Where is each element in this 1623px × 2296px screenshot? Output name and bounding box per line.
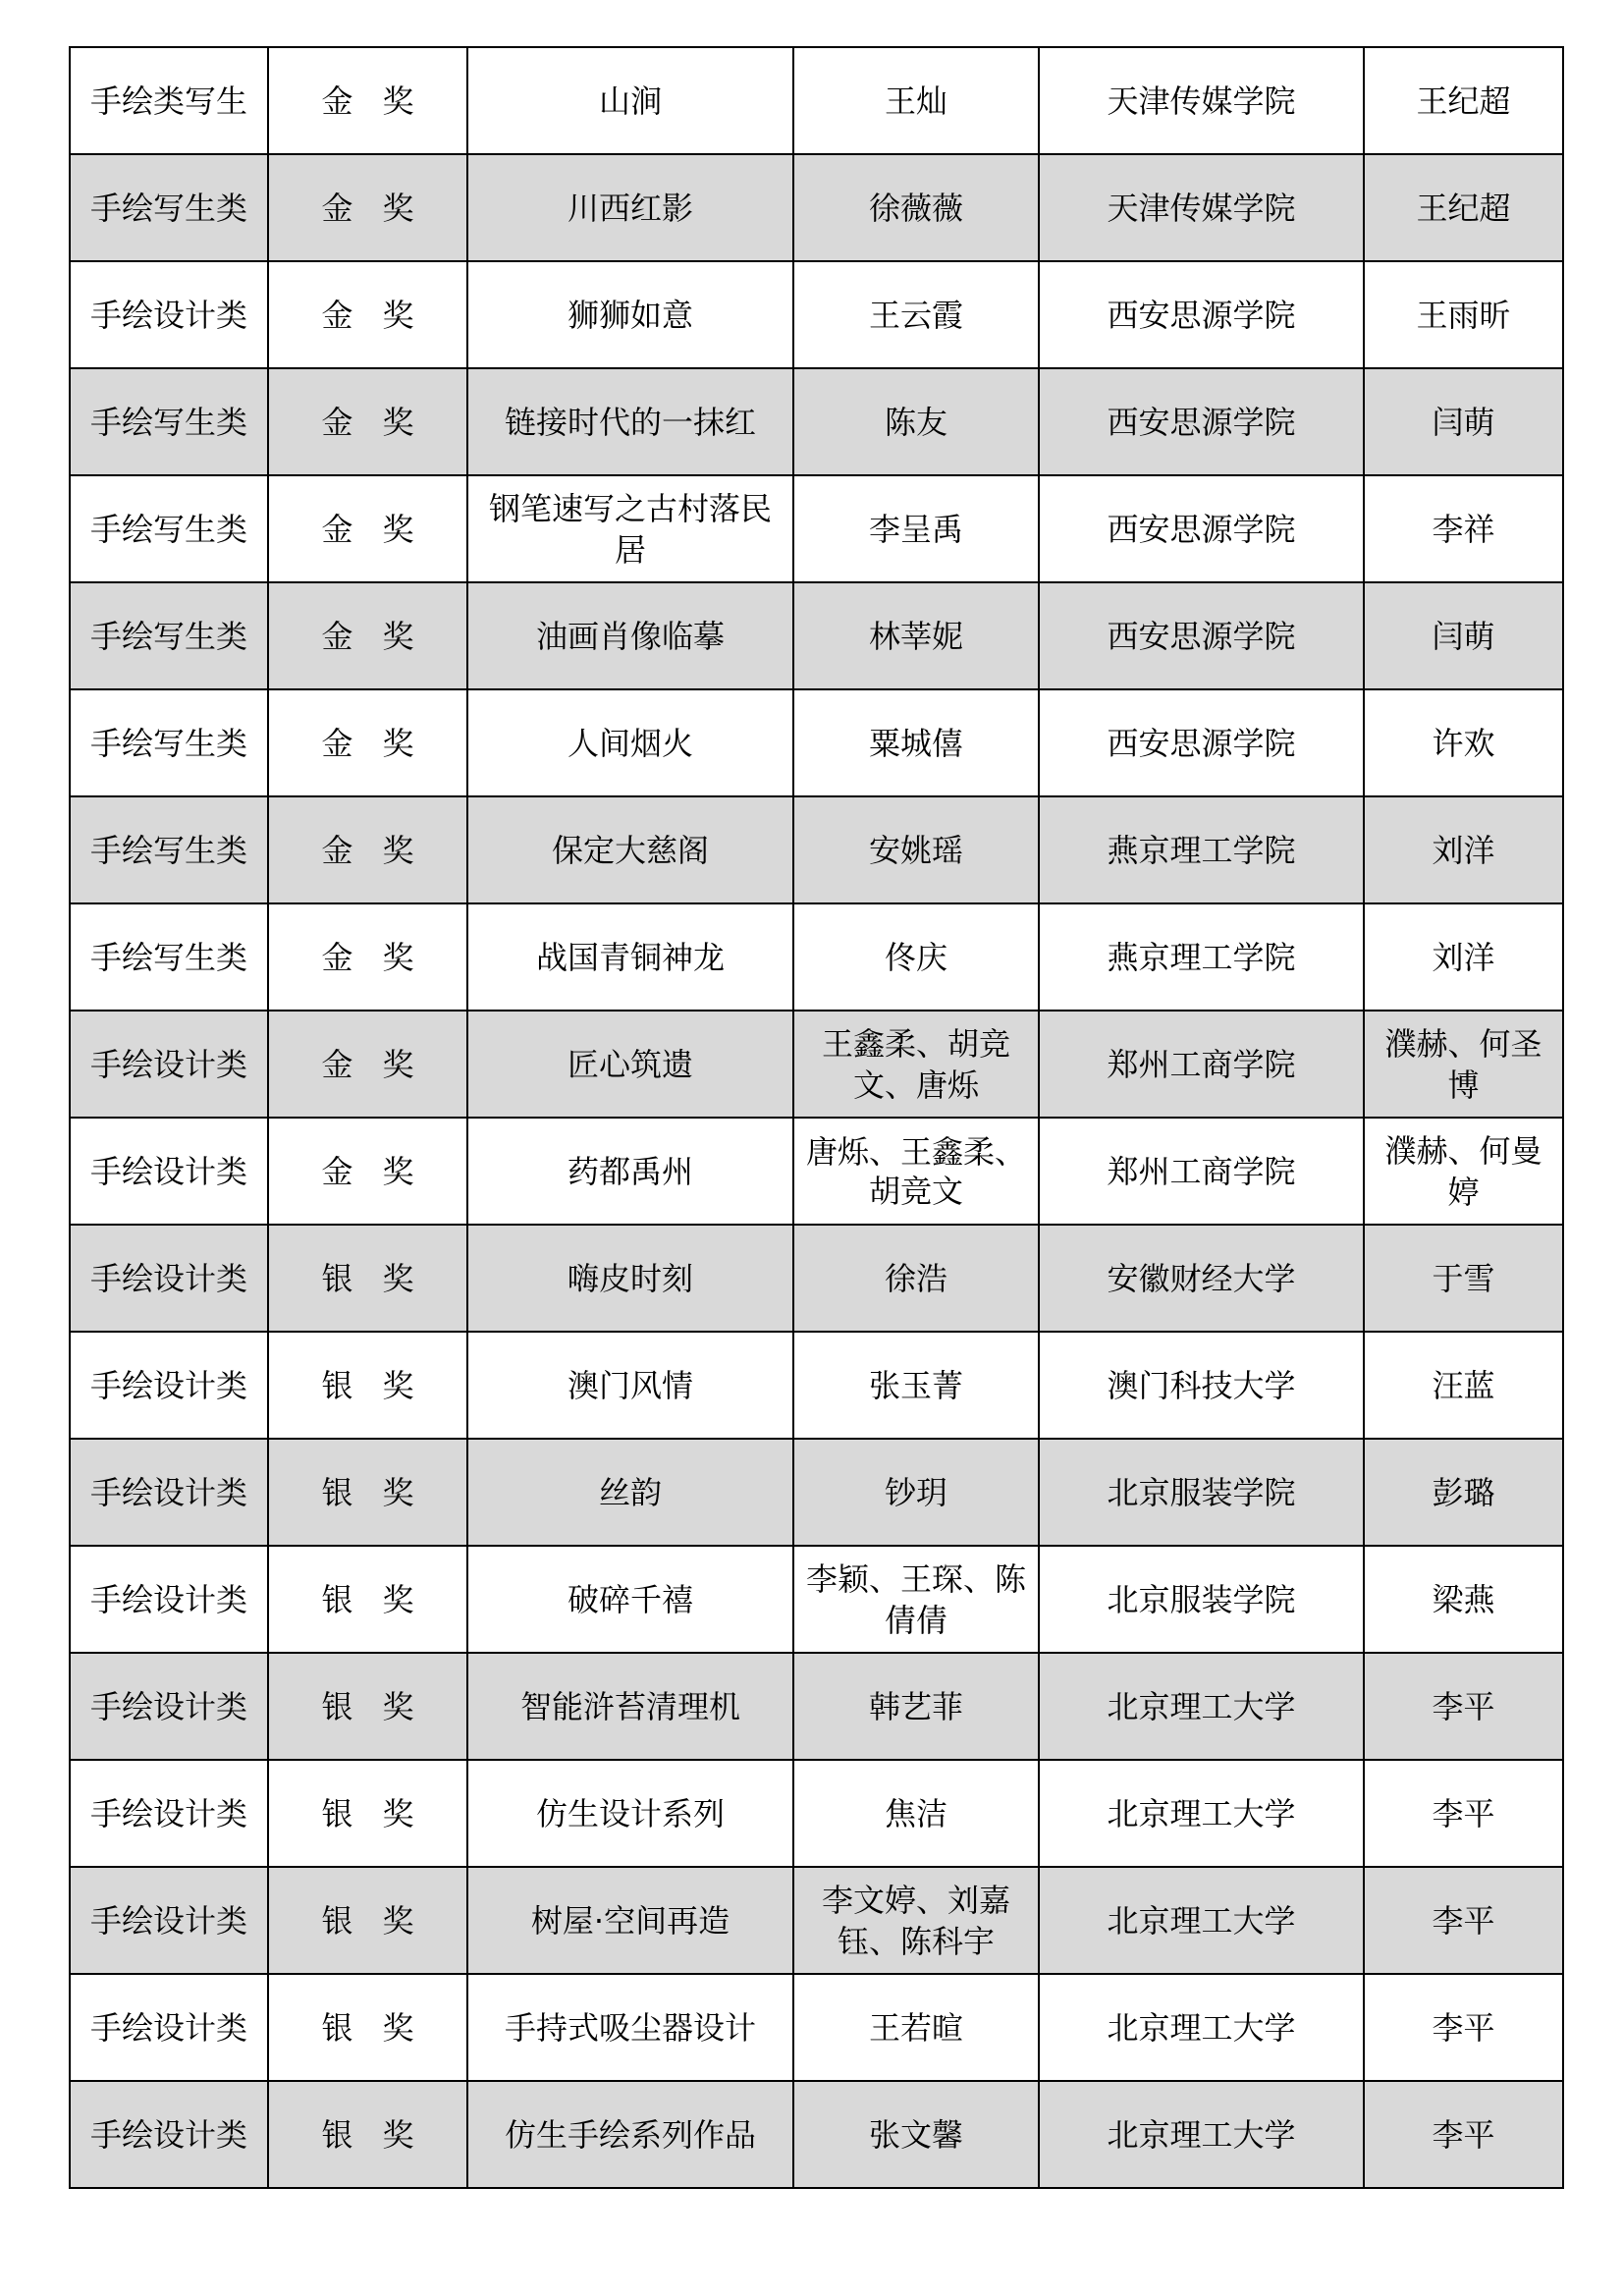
student-cell: 李颖、王琛、陈倩倩: [793, 1546, 1039, 1653]
school-cell: 西安思源学院: [1039, 475, 1364, 582]
school-cell: 郑州工商学院: [1039, 1118, 1364, 1225]
category-cell: 手绘设计类: [70, 1653, 268, 1760]
title-cell: 嗨皮时刻: [467, 1225, 793, 1332]
title-cell: 战国青铜神龙: [467, 903, 793, 1011]
school-cell: 北京理工大学: [1039, 2081, 1364, 2188]
table-row: [70, 1974, 1563, 2081]
category-cell: 手绘写生类: [70, 903, 268, 1011]
category-cell: 手绘写生类: [70, 154, 268, 261]
table-row: [70, 475, 1563, 582]
table-row: [70, 1867, 1563, 1974]
award-cell: 金奖: [268, 1118, 467, 1225]
title-cell: 匠心筑遗: [467, 1011, 793, 1118]
award-cell: 银奖: [268, 1332, 467, 1439]
student-cell: 林莘妮: [793, 582, 1039, 689]
title-cell: 链接时代的一抹红: [467, 368, 793, 475]
table-row: [70, 1118, 1563, 1225]
school-cell: 西安思源学院: [1039, 689, 1364, 796]
award-cell: 银奖: [268, 2081, 467, 2188]
advisor-cell: 王雨昕: [1364, 261, 1563, 368]
title-cell: 手持式吸尘器设计: [467, 1974, 793, 2081]
table-row: [70, 1439, 1563, 1546]
award-cell: 银奖: [268, 1225, 467, 1332]
category-cell: 手绘设计类: [70, 1974, 268, 2081]
table-row: [70, 47, 1563, 154]
student-cell: 钞玥: [793, 1439, 1039, 1546]
table-row: [70, 903, 1563, 1011]
school-cell: 天津传媒学院: [1039, 47, 1364, 154]
title-cell: 澳门风情: [467, 1332, 793, 1439]
advisor-cell: 王纪超: [1364, 154, 1563, 261]
student-cell: 王鑫柔、胡竞文、唐烁: [793, 1011, 1039, 1118]
category-cell: 手绘设计类: [70, 1225, 268, 1332]
title-cell: 山涧: [467, 47, 793, 154]
student-cell: 李文婷、刘嘉钰、陈科宇: [793, 1867, 1039, 1974]
advisor-cell: 濮赫、何曼婷: [1364, 1118, 1563, 1225]
advisor-cell: 王纪超: [1364, 47, 1563, 154]
title-cell: 油画肖像临摹: [467, 582, 793, 689]
advisor-cell: 濮赫、何圣博: [1364, 1011, 1563, 1118]
award-table-body: [70, 47, 1563, 2188]
student-cell: 粟城僖: [793, 689, 1039, 796]
school-cell: 燕京理工学院: [1039, 796, 1364, 903]
advisor-cell: 许欢: [1364, 689, 1563, 796]
student-cell: 王云霞: [793, 261, 1039, 368]
title-cell: 狮狮如意: [467, 261, 793, 368]
table-row: [70, 1332, 1563, 1439]
student-cell: 张玉菁: [793, 1332, 1039, 1439]
award-table: [69, 46, 1564, 2189]
table-row: [70, 368, 1563, 475]
award-cell: 金奖: [268, 368, 467, 475]
category-cell: 手绘写生类: [70, 475, 268, 582]
title-cell: 保定大慈阁: [467, 796, 793, 903]
award-cell: 金奖: [268, 261, 467, 368]
advisor-cell: 刘洋: [1364, 903, 1563, 1011]
category-cell: 手绘设计类: [70, 1760, 268, 1867]
student-cell: 焦洁: [793, 1760, 1039, 1867]
category-cell: 手绘写生类: [70, 796, 268, 903]
category-cell: 手绘写生类: [70, 582, 268, 689]
award-cell: 金奖: [268, 689, 467, 796]
award-cell: 金奖: [268, 154, 467, 261]
school-cell: 西安思源学院: [1039, 582, 1364, 689]
advisor-cell: 李平: [1364, 1974, 1563, 2081]
table-row: [70, 689, 1563, 796]
school-cell: 燕京理工学院: [1039, 903, 1364, 1011]
category-cell: 手绘设计类: [70, 261, 268, 368]
category-cell: 手绘设计类: [70, 1439, 268, 1546]
title-cell: 丝韵: [467, 1439, 793, 1546]
award-cell: 银奖: [268, 1867, 467, 1974]
award-cell: 金奖: [268, 47, 467, 154]
school-cell: 澳门科技大学: [1039, 1332, 1364, 1439]
student-cell: 徐浩: [793, 1225, 1039, 1332]
advisor-cell: 闫萌: [1364, 582, 1563, 689]
category-cell: 手绘类写生: [70, 47, 268, 154]
student-cell: 陈友: [793, 368, 1039, 475]
advisor-cell: 于雪: [1364, 1225, 1563, 1332]
category-cell: 手绘设计类: [70, 1332, 268, 1439]
category-cell: 手绘写生类: [70, 368, 268, 475]
award-cell: 金奖: [268, 1011, 467, 1118]
school-cell: 北京理工大学: [1039, 1974, 1364, 2081]
student-cell: 张文馨: [793, 2081, 1039, 2188]
school-cell: 北京服装学院: [1039, 1439, 1364, 1546]
student-cell: 徐薇薇: [793, 154, 1039, 261]
table-row: [70, 1653, 1563, 1760]
title-cell: 钢笔速写之古村落民居: [467, 475, 793, 582]
advisor-cell: 李平: [1364, 1653, 1563, 1760]
school-cell: 北京服装学院: [1039, 1546, 1364, 1653]
award-cell: 银奖: [268, 1653, 467, 1760]
student-cell: 李呈禹: [793, 475, 1039, 582]
student-cell: 王灿: [793, 47, 1039, 154]
category-cell: 手绘设计类: [70, 1867, 268, 1974]
school-cell: 安徽财经大学: [1039, 1225, 1364, 1332]
advisor-cell: 彭璐: [1364, 1439, 1563, 1546]
student-cell: 安姚瑶: [793, 796, 1039, 903]
school-cell: 西安思源学院: [1039, 261, 1364, 368]
table-row: [70, 261, 1563, 368]
title-cell: 智能浒苔清理机: [467, 1653, 793, 1760]
title-cell: 川西红影: [467, 154, 793, 261]
table-row: [70, 1546, 1563, 1653]
school-cell: 北京理工大学: [1039, 1760, 1364, 1867]
school-cell: 天津传媒学院: [1039, 154, 1364, 261]
advisor-cell: 李平: [1364, 2081, 1563, 2188]
table-row: [70, 1225, 1563, 1332]
advisor-cell: 李平: [1364, 1760, 1563, 1867]
category-cell: 手绘设计类: [70, 1546, 268, 1653]
advisor-cell: 刘洋: [1364, 796, 1563, 903]
advisor-cell: 汪蓝: [1364, 1332, 1563, 1439]
award-cell: 金奖: [268, 903, 467, 1011]
title-cell: 破碎千禧: [467, 1546, 793, 1653]
student-cell: 唐烁、王鑫柔、胡竞文: [793, 1118, 1039, 1225]
title-cell: 仿生手绘系列作品: [467, 2081, 793, 2188]
category-cell: 手绘设计类: [70, 2081, 268, 2188]
advisor-cell: 李平: [1364, 1867, 1563, 1974]
award-cell: 银奖: [268, 1439, 467, 1546]
table-row: [70, 1011, 1563, 1118]
category-cell: 手绘设计类: [70, 1118, 268, 1225]
table-row: [70, 2081, 1563, 2188]
student-cell: 佟庆: [793, 903, 1039, 1011]
table-row: [70, 154, 1563, 261]
award-cell: 金奖: [268, 796, 467, 903]
title-cell: 树屋·空间再造: [467, 1867, 793, 1974]
award-cell: 银奖: [268, 1760, 467, 1867]
table-row: [70, 1760, 1563, 1867]
award-cell: 银奖: [268, 1546, 467, 1653]
school-cell: 北京理工大学: [1039, 1653, 1364, 1760]
school-cell: 郑州工商学院: [1039, 1011, 1364, 1118]
title-cell: 药都禹州: [467, 1118, 793, 1225]
award-cell: 银奖: [268, 1974, 467, 2081]
school-cell: 北京理工大学: [1039, 1867, 1364, 1974]
table-row: [70, 796, 1563, 903]
school-cell: 西安思源学院: [1039, 368, 1364, 475]
table-row: [70, 582, 1563, 689]
category-cell: 手绘设计类: [70, 1011, 268, 1118]
advisor-cell: 李祥: [1364, 475, 1563, 582]
student-cell: 王若暄: [793, 1974, 1039, 2081]
category-cell: 手绘写生类: [70, 689, 268, 796]
advisor-cell: 闫萌: [1364, 368, 1563, 475]
title-cell: 人间烟火: [467, 689, 793, 796]
student-cell: 韩艺菲: [793, 1653, 1039, 1760]
award-cell: 金奖: [268, 475, 467, 582]
award-cell: 金奖: [268, 582, 467, 689]
advisor-cell: 梁燕: [1364, 1546, 1563, 1653]
title-cell: 仿生设计系列: [467, 1760, 793, 1867]
